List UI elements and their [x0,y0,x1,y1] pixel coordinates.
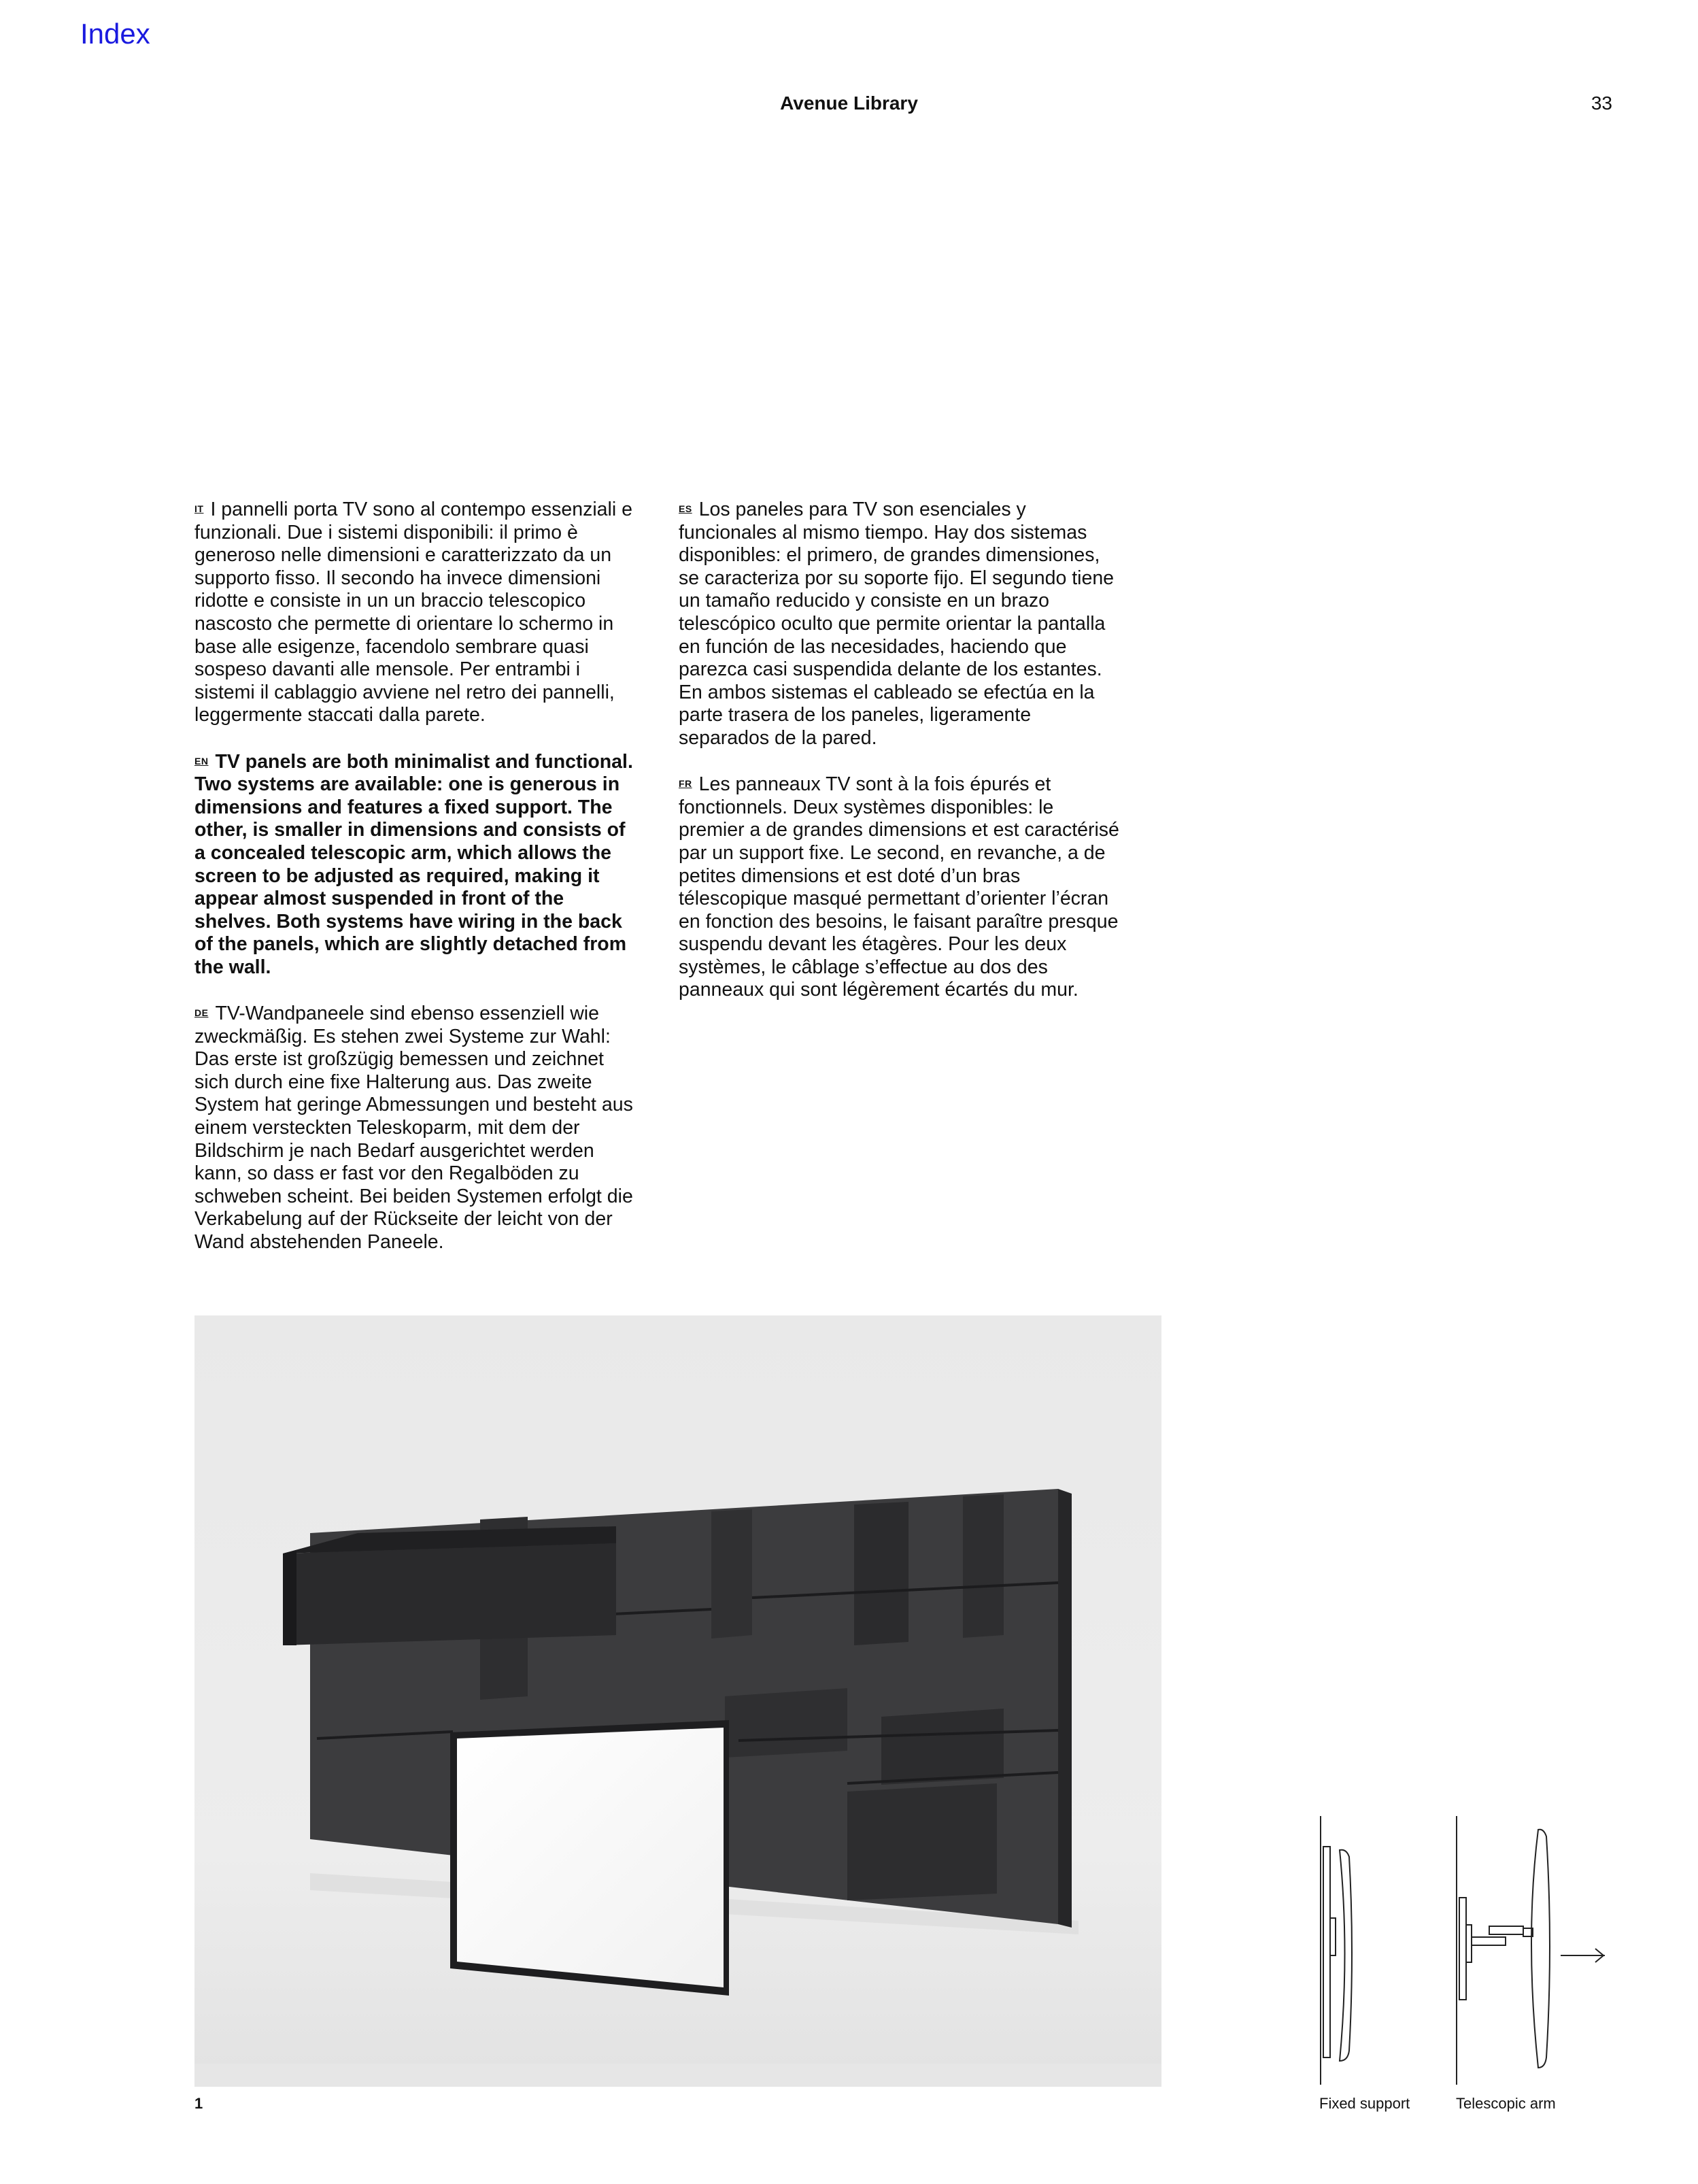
paragraph-es [679,498,1121,750]
lang-tag-en: EN [194,755,209,767]
paragraph-en [194,750,636,979]
telescopic-arm-caption: Telescopic arm [1456,2095,1556,2112]
mount-diagram-drawing [1292,1816,1605,2102]
paragraph-fr [679,773,1121,1002]
text-de: TV-Wandpaneele sind ebenso essenziell wie zweckmäßig. Es stehen zwei Systeme zur Wahl: Das erste ist großzügig bemessen und zeichnet sich durch eine fixe Halterung aus. Das zweite System hat geringe Abmessungen und besteht aus einem versteckten Teleskoparm, mit dem der Bildschirm je nach Bedarf ausgerichtet werden kann, so dass er fast vor den Regalböden zu schweben scheint. Bei beiden Systemen erfolgt die Verkabelung auf der Rückseite der leicht von der Wand abstehenden Paneele. [194,1003,633,1253]
lang-tag-it: IT [194,503,204,514]
index-link[interactable]: Index [80,18,150,50]
text-it: I pannelli porta TV sono al contempo essenziali e funzionali. Due i sistemi disponibili: il primo è generoso nelle dimensioni e caratterizzato da un supporto fisso. Il secondo ha invece dimensioni ridotte e consiste in un un braccio telescopico nascosto che permette di orientare lo schermo in base alle esigenze, facendolo sembrare quasi sospeso davanti alle mensole. Per entrambi i sistemi il cablaggio avviene nel retro dei pannelli, leggermente staccati dalla parete. [194,499,632,726]
lang-tag-es: ES [679,503,692,514]
text-es: Los paneles para TV son esenciales y funcionales al mismo tiempo. Hay dos sistemas disponibles: el primero, de grandes dimensiones, se caracteriza por su soporte fijo. El segundo tiene un tamaño reducido y consiste en un brazo telescópico oculto que permite orientar la pantalla en función de las necesidades, haciendo que parezca casi suspendida delante de los estantes. En ambos sistemas el cableado se efectúa en la parte trasera de los paneles, ligeramente separados de la pared. [679,499,1115,749]
text-en: TV panels are both minimalist and functional. Two systems are available: one is generous in dimensions and features a fixed support. The other, is smaller in dimensions and consists of a concealed telescopic arm, which allows the screen to be adjusted as required, making it appear almost suspended in front of the shelves. Both systems have wiring in the back of the panels, which are slightly detached from the wall. [194,750,633,978]
page-title: Avenue Library [780,93,918,114]
lang-tag-fr: FR [679,778,692,790]
product-photo [194,1315,1161,2087]
text-fr: Les panneaux TV sont à la fois épurés et fonctionnels. Deux systèmes disponibles: le premier a de grandes dimensions et est caractérisé par un support fixe. Le second, en revanche, a de petites dimensions et est doté d’un bras télescopique masqué permettant d’orienter l’écran en fonction des besoins, le faisant paraître presque suspendu devant les étagères. Pour les deux systèmes, le câblage s’effectue au dos des panneaux qui sont légèrement écartés du mur. [679,773,1119,1001]
left-text-column [194,498,636,1277]
paragraph-it [194,498,636,727]
paragraph-de [194,1002,636,1254]
page-number: 33 [1591,93,1612,114]
figure-number: 1 [194,2095,203,2112]
fixed-support-caption: Fixed support [1319,2095,1410,2112]
right-text-column [679,498,1121,1025]
mount-diagram [1292,1816,1605,2102]
lang-tag-de: DE [194,1007,209,1019]
